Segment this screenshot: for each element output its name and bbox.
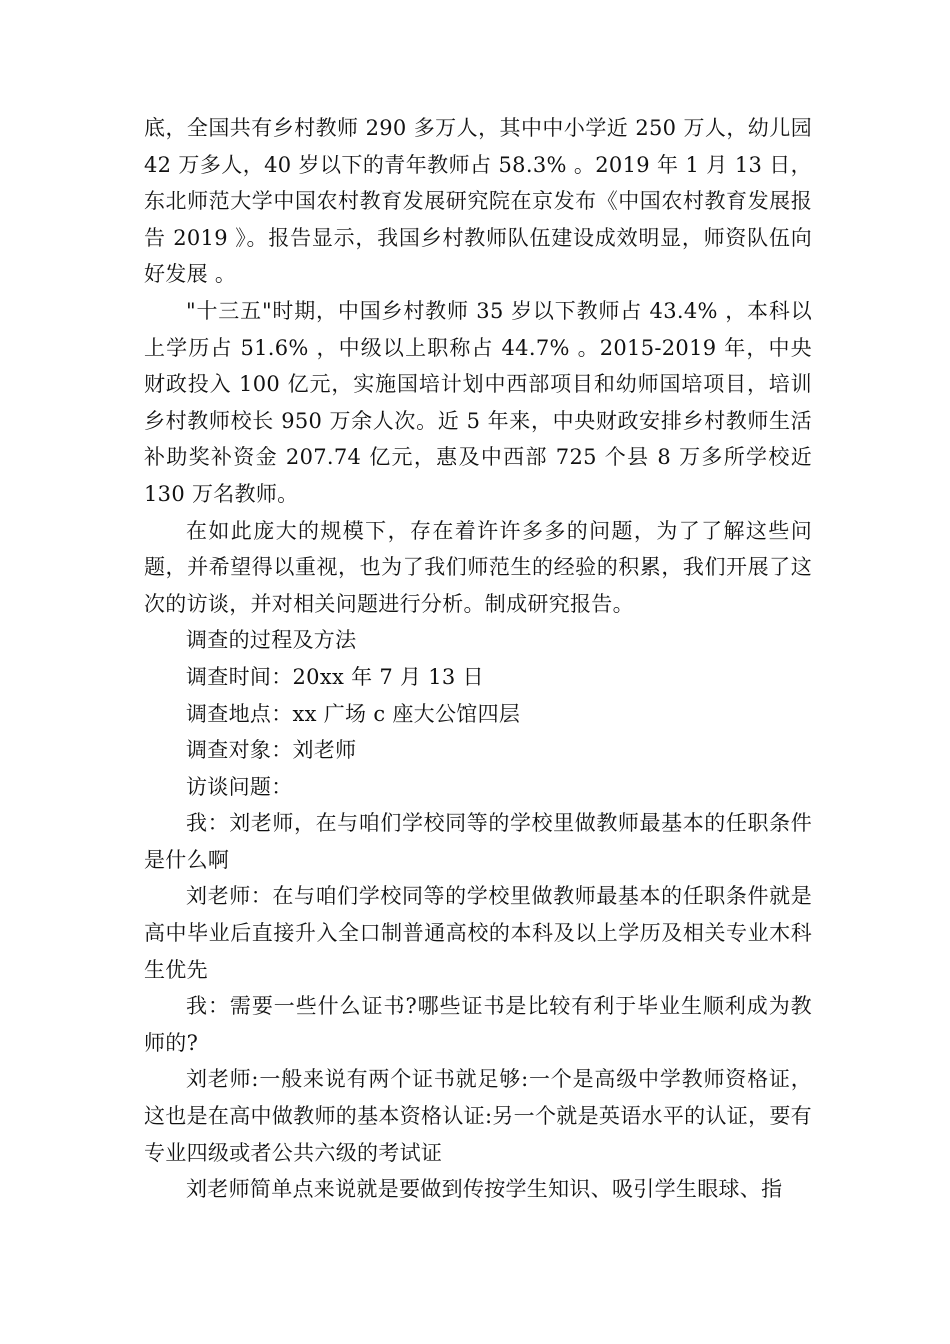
interview-questions-label: 访谈问题： [186,774,293,799]
section-heading-process: 调查的过程及方法 [186,628,357,653]
paragraph-thirteenth-five-year: "十三五"时期，中国乡村教师 35 岁以下教师占 43.4% ，本科以上学历占 51.6% ，中级以上职称占 44.7% 。2015-2019 年，中央财政投入 100 亿元，实施国培计划中西部项目和幼师国培项目，培训乡村教师校长 950 万余人次。近 5 年来，中央财政安排乡村教师生活补助奖补资金 207.74 亿元，惠及中西部 725 个县 8 万多所学校近 130 万名教师。 [144,298,812,506]
answer-teaching-summary: 刘老师简单点来说就是要做到传按学生知识、吸引学生眼球、指 [186,1177,783,1202]
document-body [144,110,812,1208]
answer-certificates: 刘老师:一般来说有两个证书就足够:一个是高级中学教师资格证，这也是在高中做教师的基本资格认证:另一个就是英语水平的认证，要有专业四级或者公共六级的考试证 [144,1067,812,1165]
question-certificates: 我：需要一些什么证书?哪些证书是比较有利于毕业生顺利成为教师的? [144,994,812,1055]
paragraph-statistics-continued: 底，全国共有乡村教师 290 多万人，其中中小学近 250 万人，幼儿园 42 万多人，40 岁以下的青年教师占 58.3% 。2019 年 1 月 13 日，东北师范大学中国农村教育发展研究院在京发布《中国农村教育发展报告 2019 》。报告显示，我国乡村教师队伍建设成效明显，师资队伍向好发展 。 [144,116,812,287]
survey-subject: 调查对象：刘老师 [186,738,357,763]
question-qualifications: 我：刘老师，在与咱们学校同等的学校里做教师最基本的任职条件是什么啊 [144,811,812,872]
survey-location: 调查地点：xx 广场 c 座大公馆四层 [186,701,521,726]
answer-qualifications: 刘老师：在与咱们学校同等的学校里做教师最基本的任职条件就是高中毕业后直接升入全口制普通高校的本科及以上学历及相关专业木科生优先 [144,884,812,982]
paragraph-purpose: 在如此庞大的规模下，存在着许许多多的问题，为了了解这些问题，并希望得以重视，也为了我们师范生的经验的积累，我们开展了这次的访谈，并对相关问题进行分析。制成研究报告。 [144,518,812,616]
survey-time: 调查时间：20xx 年 7 月 13 日 [186,664,484,689]
